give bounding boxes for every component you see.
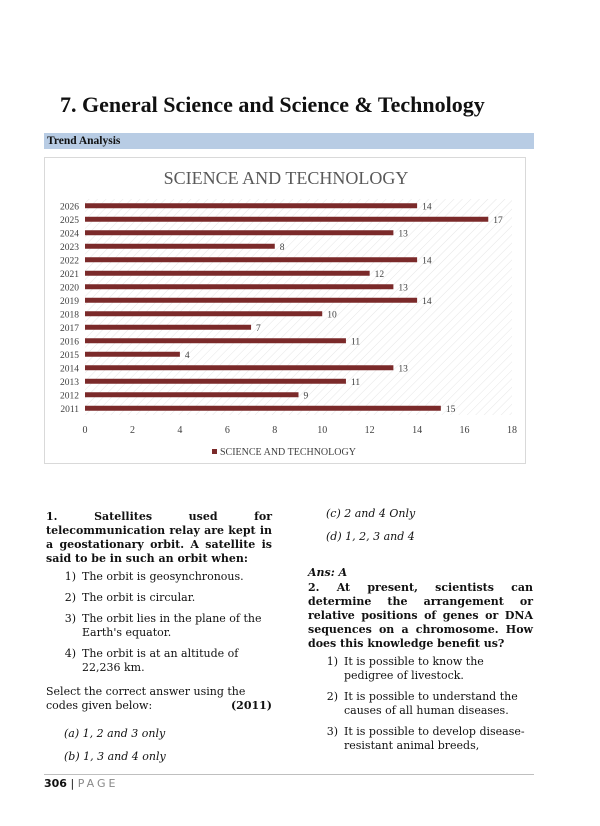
bar	[85, 406, 441, 411]
list-item	[46, 612, 272, 640]
list-item	[46, 647, 272, 675]
bar	[85, 203, 417, 208]
bar	[85, 230, 393, 235]
x-tick-label: 8	[272, 425, 278, 436]
data-label: 14	[422, 202, 432, 213]
data-label: 13	[398, 283, 408, 294]
bar-chart-svg	[45, 158, 527, 465]
y-tick-label: 2020	[60, 283, 79, 294]
data-label: 14	[422, 296, 432, 307]
x-tick-label: 0	[82, 425, 88, 436]
footer-separator: |	[70, 777, 75, 790]
statement-text: The orbit is at an altitude of 22,236 km.	[82, 647, 239, 674]
data-label: 17	[493, 215, 503, 226]
data-label: 11	[350, 377, 361, 388]
y-tick-label: 2024	[60, 229, 79, 240]
bar	[85, 392, 299, 397]
y-tick-label: 2016	[60, 337, 79, 348]
y-tick-label: 2025	[60, 215, 79, 226]
option-a: (a) 1, 2 and 3 only	[64, 727, 166, 740]
bar	[85, 311, 322, 316]
statement-text: It is possible to know the pedigree of livestock.	[344, 655, 484, 682]
y-tick-label: 2021	[60, 269, 79, 280]
y-tick-label: 2026	[60, 202, 79, 213]
bar	[85, 365, 393, 370]
y-tick-label: 2013	[60, 377, 79, 388]
chart-title: SCIENCE AND TECHNOLOGY	[163, 168, 409, 188]
x-tick-label: 4	[177, 425, 183, 436]
bar	[85, 257, 417, 262]
data-label: 8	[279, 242, 285, 253]
data-label: 14	[422, 256, 432, 267]
bar	[85, 338, 346, 343]
option-c: (c) 2 and 4 Only	[326, 507, 416, 520]
list-item	[46, 570, 272, 584]
y-tick-label: 2014	[60, 364, 79, 375]
instruction-line: Select the correct answer using the	[46, 685, 246, 698]
list-item	[308, 725, 533, 753]
statement-number: 1)	[326, 655, 338, 668]
data-label: 4	[184, 350, 190, 361]
bar	[85, 379, 346, 384]
option-d: (d) 1, 2, 3 and 4	[326, 530, 415, 543]
page-label: PAGE	[77, 777, 119, 790]
data-label: 12	[374, 269, 385, 280]
y-tick-label: 2023	[60, 242, 79, 253]
y-tick-label: 2018	[60, 310, 79, 321]
page-number: 306	[44, 777, 67, 790]
x-tick-label: 10	[317, 425, 328, 436]
left-column	[46, 510, 272, 773]
list-item	[46, 591, 272, 605]
question-2-stem: 2. At present, scientists can determine the arrangement or relative positions of genes or DNA sequences on a chromosome. How does this knowledge benefit us?	[308, 581, 533, 650]
option-b: (b) 1, 3 and 4 only	[64, 750, 166, 763]
statement-number: 1)	[64, 570, 76, 583]
y-tick-label: 2012	[60, 391, 79, 402]
data-label: 10	[327, 310, 337, 321]
x-tick-label: 18	[507, 425, 517, 436]
bar	[85, 271, 370, 276]
chart-legend	[212, 447, 356, 458]
legend-swatch	[212, 449, 217, 454]
trend-chart	[44, 157, 526, 464]
footer-divider	[44, 774, 534, 775]
answer-label: Ans: A	[308, 566, 348, 579]
statement-number: 3)	[64, 612, 76, 625]
x-tick-label: 12	[364, 425, 375, 436]
instruction-text: codes given below:	[46, 699, 153, 712]
page-title: 7. General Science and Science & Technology	[60, 92, 485, 117]
statement-number: 2)	[64, 591, 76, 604]
y-tick-label: 2011	[60, 404, 79, 415]
statement-number: 2)	[326, 690, 338, 703]
question-2-statements	[308, 655, 533, 753]
data-label: 7	[256, 323, 261, 334]
legend-label: SCIENCE AND TECHNOLOGY	[220, 447, 356, 458]
y-tick-label: 2015	[60, 350, 79, 361]
data-label: 13	[398, 364, 408, 375]
data-label: 13	[398, 229, 408, 240]
instruction-line	[46, 699, 272, 713]
x-tick-label: 14	[412, 425, 423, 436]
statement-number: 3)	[326, 725, 338, 738]
data-label: 15	[445, 404, 456, 415]
y-tick-label: 2017	[60, 323, 79, 334]
bar	[85, 217, 488, 222]
list-item	[308, 655, 533, 683]
statement-text: It is possible to develop disease-resistant animal breeds,	[344, 725, 525, 752]
statement-text: The orbit is circular.	[82, 591, 196, 604]
statement-text: It is possible to understand the causes of all human diseases.	[344, 690, 518, 717]
page-footer	[44, 777, 118, 790]
list-item	[308, 690, 533, 718]
bar	[85, 298, 417, 303]
statement-number: 4)	[64, 647, 76, 660]
bar	[85, 244, 275, 249]
question-1-stem: 1. Satellites used for telecommunication relay are kept in a geostationary orbit. A satellite is said to be in such an orbit when:	[46, 510, 272, 565]
y-tick-label: 2022	[60, 256, 79, 267]
bar	[85, 284, 393, 289]
statement-text: The orbit lies in the plane of the Earth's equator.	[82, 612, 262, 639]
question-1-statements	[46, 570, 272, 675]
right-column	[308, 507, 533, 760]
question-1-instruction	[46, 685, 272, 713]
x-tick-label: 16	[459, 425, 470, 436]
bar	[85, 352, 180, 357]
y-tick-label: 2019	[60, 296, 79, 307]
bar	[85, 325, 251, 330]
section-header-trend-analysis: Trend Analysis	[44, 133, 534, 149]
data-label: 11	[350, 337, 361, 348]
statement-text: The orbit is geosynchronous.	[82, 570, 244, 583]
x-tick-label: 2	[129, 425, 135, 436]
exam-year: (2011)	[230, 699, 272, 712]
data-label: 9	[303, 391, 309, 402]
x-tick-label: 6	[224, 425, 230, 436]
